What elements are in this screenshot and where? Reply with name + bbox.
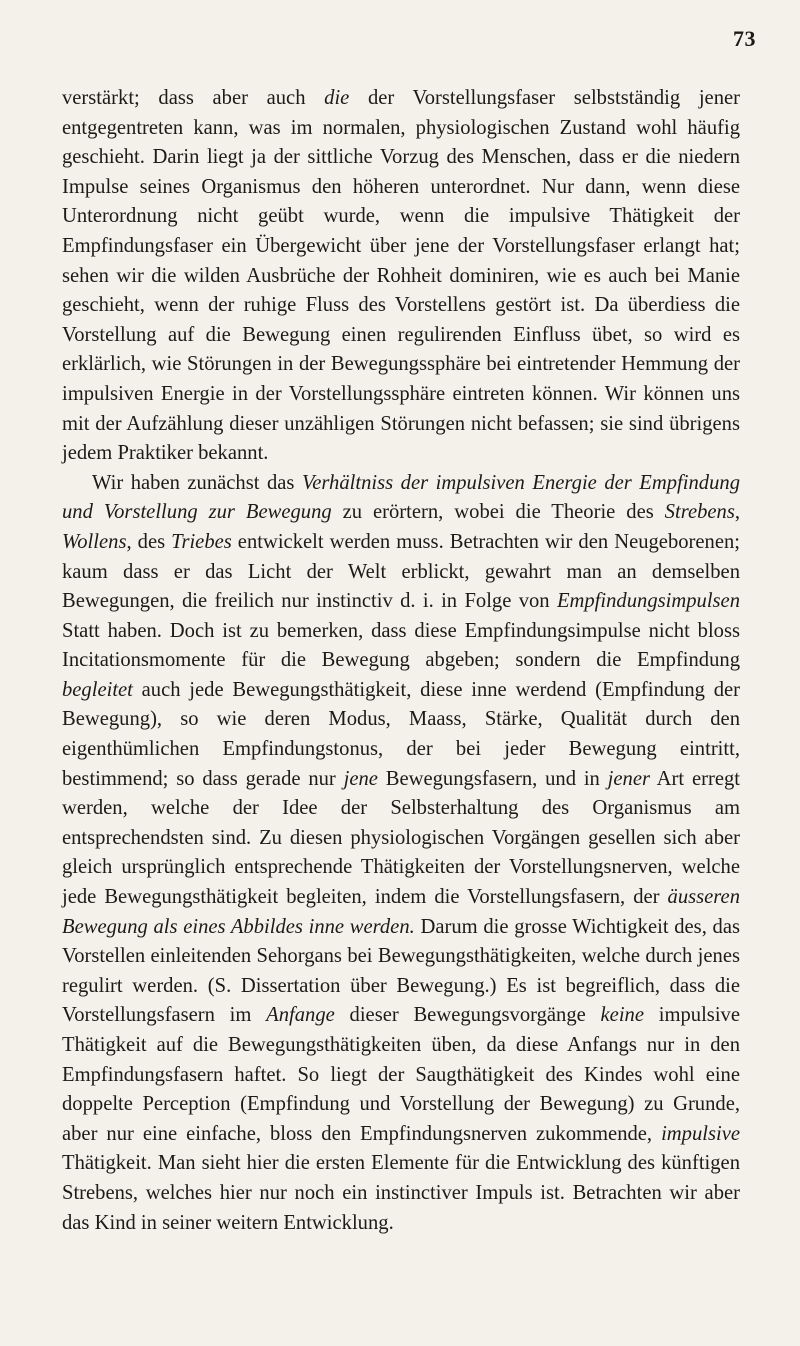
text-run: Darum die grosse Wichtigkeit des, das Vorstellen einleitenden Sehorgans bei Bewegungsthätigkeiten, welche durch jenes regulirt werden. (S. Dissertation über Bewegung.) Es ist begreiflich, dass die Vorstellungsfasern im (62, 915, 740, 1027)
page-number: 73 (733, 26, 756, 51)
italic-text-run: keine (600, 1004, 644, 1027)
paragraph (62, 84, 740, 469)
italic-text-run: Empfindungsimpulsen (556, 590, 740, 613)
body-text (62, 84, 740, 1238)
text-run: Statt haben. Doch ist zu bemerken, dass diese Empfindungsimpulse nicht bloss Incitationsmomente für die Bewegung abgeben; sondern die Empfindung (62, 619, 740, 672)
paragraph (62, 469, 740, 1238)
italic-text-run: jene (343, 767, 378, 790)
text-run: dieser Bewegungsvorgänge (334, 1004, 601, 1027)
text-run: zu erörtern, wobei die Theorie des (331, 501, 665, 524)
italic-text-run: begleitet (62, 678, 133, 701)
italic-text-run: die (324, 87, 350, 109)
italic-text-run: Wollens (62, 530, 127, 553)
italic-text-run: impulsive (661, 1122, 740, 1145)
italic-text-run: Strebens (664, 501, 735, 524)
text-run: , des (126, 530, 172, 553)
italic-text-run: Anfange (266, 1004, 335, 1027)
italic-text-run: Triebes (171, 530, 232, 553)
text-run: Wir haben zunächst das (92, 471, 302, 494)
text-run: verstärkt; dass aber auch (62, 87, 325, 109)
text-run: Art erregt werden, welche der Idee der Selbsterhaltung des Organismus am entsprechendsten sind. Zu diesen physiologischen Vorgängen gesellen sich aber gleich ursprünglich entsprechende Thätigkeiten der Vorstellungsnerven, welche jede Bewegungsthätigkeit begleiten, indem die Vorstellungsfasern, der (62, 767, 740, 909)
italic-text-run: Verhältniss der impulsiven Energie der Empfindung und Vorstellung zur Bewegung (62, 471, 740, 524)
text-run: , (734, 501, 740, 524)
text-run: entwickelt werden muss. Betrachten wir den Neugeborenen; kaum dass er das Licht der Welt erblickt, gewahrt man an demselben Bewegungen, die freilich nur instinctiv d. i. in Folge von (62, 530, 740, 613)
text-run: Bewegungsfasern, und in (377, 767, 608, 790)
text-run: der Vorstellungsfaser selbstständig jener entgegentreten kann, was im normalen, physiologischen Zustand wohl häufig geschieht. Darin liegt ja der sittliche Vorzug des Menschen, dass er die niedern Impulse seines Organismus den höheren unterordnet. Nur dann, wenn diese Unterordnung nicht geübt wurde, wenn die impulsive Thätigkeit der Empfindungsfaser ein Übergewicht über jene der Vorstellungsfaser erlangt hat; sehen wir die wilden Ausbrüche der Rohheit dominiren, wie es auch bei Manie geschieht, wenn der ruhige Fluss des Vorstellens gestört ist. Da überdiess die Vorstellung auf die Bewegung einen regulirenden Einfluss übet, so wird es erklärlich, wie Störungen in der Bewegungssphäre bei eintretender Hemmung der impulsiven Energie in der Vorstellungssphäre eintreten können. Wir können uns mit der Aufzählung dieser unzähligen Störungen nicht befassen; sie sind übrigens jedem Praktiker bekannt. (62, 87, 740, 465)
italic-text-run: äusseren Bewegung als eines Abbildes inne werden. (62, 886, 740, 938)
italic-text-run: jener (607, 767, 650, 790)
text-run: auch jede Bewegungsthätigkeit, diese inne werdend (Empfindung der Bewegung), so wie deren Modus, Maass, Stärke, Qualität durch den eigenthümlichen Empfindungstonus, der bei jeder Bewegung eintritt, bestimmend; so dass gerade nur (62, 678, 740, 790)
text-run: Thätigkeit. Man sieht hier die ersten Elemente für die Entwicklung des künftigen Strebens, welches hier nur noch ein instinctiver Impuls ist. Betrachten wir aber das Kind in seiner weitern Entwicklung. (62, 1152, 740, 1234)
text-run: impulsive Thätigkeit auf die Bewegungsthätigkeiten üben, da diese Anfangs nur in den Empfindungsfasern haftet. So liegt der Saugthätigkeit des Kindes wohl eine doppelte Perception (Empfindung und Vorstellung der Bewegung) zu Grunde, aber nur eine einfache, bloss den Empfindungsnerven zukommende, (62, 1004, 740, 1145)
